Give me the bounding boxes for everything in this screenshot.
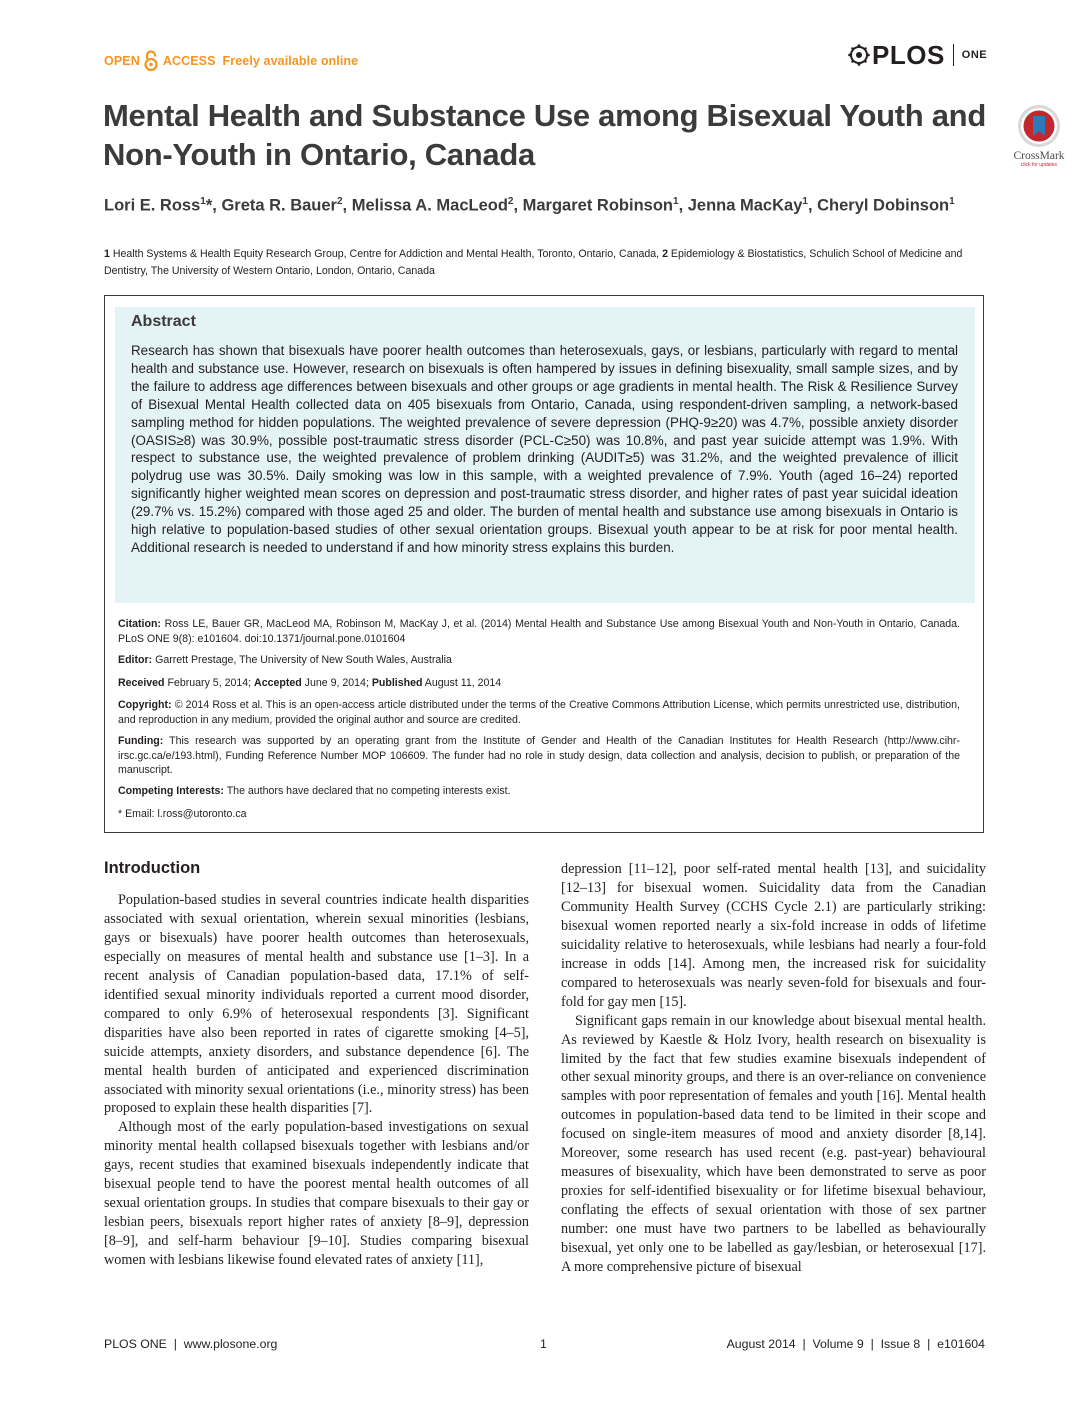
crossmark-icon [1017,104,1061,148]
article-title: Mental Health and Substance Use among Bisexual Youth and Non-Youth in Ontario, Canada [103,98,986,172]
intro-paragraph-1: Population-based studies in several countries indicate health disparities associated with sexual orientation, wherein sexual minorities (lesbians, gays or bisexuals) have poorer health outcomes than heterosexuals, especially on measures of mental health and substance use [1–3]. In a recent analysis of Canadian population-based data, 17.1% of self-identified sexual minority individuals reported a current mood disorder, compared to only 6.9% of heterosexual respondents [3]. Significant disparities have also been reported in rates of cigarette smoking [4–5], suicide attempts, anxiety disorders, and substance dependence [6]. The mental health burden of anticipated and experienced discrimination associated with minority sexual orientations (i.e., minority stress) has been proposed to explain these health disparities [7]. [104,892,529,1117]
open-lock-icon [143,50,159,72]
copyright [118,698,960,727]
affiliation-2-number: 2 [662,248,668,260]
dates [118,676,960,691]
author-name: Melissa A. MacLeod [351,196,508,215]
author-affiliation-sup: 1 [802,196,808,207]
access-label: ACCESS [162,54,216,68]
footer-issue: August 2014 | Volume 9 | Issue 8 | e101604 [726,1337,985,1351]
author-affiliation-sup: 2 [507,196,514,207]
affiliation-1: Health Systems & Health Equity Research Group, Centre for Addiction and Mental Health, Toronto, Ontario, Canada, [109,248,663,260]
freely-available-label: Freely available online [222,54,359,68]
intro-paragraph-2: Although most of the early population-based investigations on sexual minority mental health collapsed bisexuals together with lesbians and/or gays, recent studies that examined bisexuals independently indicate that bisexual people tend to have the poorest mental health outcomes of all sexual orientation groups. In studies that compare bisexuals to their gay or lesbian peers, bisexuals report higher rates of anxiety [8–9], depression [8–9], and self-harm behaviour [9–10]. Studies comparing bisexual women with lesbians likewise found elevated rates of anxiety [11], [104,1119,529,1269]
received-date: February 5, 2014; [164,677,255,689]
copyright-label: Copyright: [118,699,172,711]
affiliation-2: Epidemiology & Biostatistics, Schulich School of Medicine and Dentistry, The University of Western Ontario, London, Ontario, Canada [104,248,963,277]
editor-text: Garrett Prestage, The University of New South Wales, Australia [152,654,452,666]
citation [118,617,960,646]
competing-interests [118,784,960,799]
author-name: Lori E. Ross [104,196,201,215]
abstract-heading: Abstract [131,313,196,330]
abstract-text: Research has shown that bisexuals have poorer health outcomes than heterosexuals, gays, or lesbians, particularly with regard to mental health and substance use. However, research on bisexuals is often hampered by issues in defining bisexuality, small sample sizes, and by the failure to address age differences between bisexuals and other groups or age gradients in mental health. The Risk & Resilience Survey of Bisexual Mental Health collected data on 405 bisexuals from Ontario, Canada, using respondent-driven sampling, a network-based sampling method for hidden populations. The weighted prevalence of severe depression (PHQ-9≥20) was 4.7%, possible anxiety disorder (OASIS≥8) was 30.9%, possible post-traumatic stress disorder (PCL-C≥50) was 10.8%, and past year suicide attempt was 1.9%. With respect to substance use, the weighted prevalence of problem drinking (AUDIT≥5) was 31.2%, and the weighted prevalence of illicit polydrug use was 30.5%. Daily smoking was low in this sample, with a weighted prevalence of 7.9%. Youth (aged 16–24) reported significantly higher weighted mean scores on depression and post-traumatic stress disorder, and higher rates of past year suicidal ideation (29.7% vs. 15.2%) compared with those aged 25 and older. The burden of mental health and substance use among bisexuals in Ontario is high relative to population-based studies of other sexual orientation groups. Bisexual youth appear to be at risk for poor mental health. Additional research is needed to understand if and how minority stress explains this burden. [131,343,958,555]
open-access-banner [104,48,358,74]
right-column [561,860,986,1277]
left-column [104,891,529,1270]
author-name: Margaret Robinson [522,196,673,215]
introduction-heading: Introduction [104,859,201,877]
intro-paragraph-3: Significant gaps remain in our knowledge about bisexual mental health. As reviewed by Kaestle & Holz Ivory, health research on bisexuality is limited by the fact that few studies examine bisexuals independent of other sexual minority groups, and there is an over-reliance on convenience samples with poor representation of females and youth [16]. Mental health outcomes in population-based data tend to be limited in their scope and focused on single-item measures of mood and anxiety disorder [8,14]. Moreover, some research has used recent (e.g. past-year) behavioural measures of bisexuality, which have been demonstrated to serve as poor proxies for self-identified bisexuality or for lifetime bisexual behaviour, conflating the effects of sexual orientation with those of sex partner number: one must have two partners to be labelled as behaviourally bisexual, yet only one to be labelled as gay/lesbian, or heterosexual [17]. A more comprehensive picture of bisexual [561,1012,986,1276]
author-name: Jenna MacKay [687,196,803,215]
author-list: Lori E. Ross$^1$*, Greta R. Bauer$^2$, Melissa A. MacLeod$^2$, Margaret Robinson$^1$, Jenna MacKay$^1$, Cheryl Dobinson$^1$ [104,196,955,215]
received-label: Received [118,677,165,689]
crossmark-label: CrossMark [1013,150,1065,162]
accepted-date: June 9, 2014; [301,677,372,689]
citation-text: Ross LE, Bauer GR, MacLeod MA, Robinson M, MacKay J, et al. (2014) Mental Health and Substance Use among Bisexual Youth and Non-Youth in Ontario, Canada. PLoS ONE 9(8): e101604. doi:10.1371/journal.pone.0101604 [118,618,960,645]
funding [118,734,960,778]
intro-paragraph-2-continued: depression [11–12], poor self-rated mental health [13], and suicidality [12–13] for bisexual women. Suicidality data from the Canadian Community Health Survey (CCHS Cycle 2.1) are particularly striking: bisexual women reported nearly a six-fold increase in odds of lifetime suicidality relative to heterosexuals, while lesbians had nearly a four-fold increase in odds [14]. Among men, the increased risk for suicidality compared to heterosexuals was nearly seven-fold for bisexuals and four-fold for gay men [15]. [561,861,986,1010]
open-label: OPEN [104,54,140,68]
logo-divider [953,44,954,66]
corresponding-email[interactable]: * Email: l.ross@utoronto.ca [118,808,247,820]
author-name: Cheryl Dobinson [817,196,950,215]
corresponding-author-mark: * [205,196,213,215]
affiliations [104,246,988,279]
footer-journal: PLOS ONE | www.plosone.org [104,1337,278,1351]
competing-text: The authors have declared that no competing interests exist. [223,785,511,797]
editor [118,653,960,668]
competing-label: Competing Interests: [118,785,224,797]
published-label: Published [371,677,423,689]
author-name: Greta R. Bauer [221,196,337,215]
published-date: August 11, 2014 [422,677,502,689]
funding-label: Funding: [118,735,164,747]
author-affiliation-sup: 1 [673,196,679,207]
accepted-label: Accepted [254,677,302,689]
crossmark-badge[interactable] [1003,104,1075,170]
plos-logo-icon [848,44,870,66]
author-affiliation-sup: 1 [200,196,206,207]
citation-label: Citation: [118,618,161,630]
author-affiliation-sup: 2 [336,196,343,207]
editor-label: Editor: [118,654,153,666]
funding-text: This research was supported by an operating grant from the Institute of Gender and Health of the Canadian Institutes for Health Research (http://www.cihr-irsc.gc.ca/e/193.html), Funding Reference Number MOP 106609. The funder had no role in study design, data collection and analysis, decision to publish, or preparation of the manuscript. [118,735,960,776]
author-affiliation-sup: 1 [949,196,955,207]
page-footer [104,1337,985,1357]
affiliation-1-number: 1 [104,248,110,260]
crossmark-sublabel: click for updates [1020,162,1058,168]
plos-wordmark: PLOS [872,39,945,70]
page-number: 1 [540,1337,547,1351]
copyright-text: © 2014 Ross et al. This is an open-access article distributed under the terms of the Creative Commons Attribution License, which permits unrestricted use, distribution, and reproduction in any medium, provided the original author and source are credited. [118,699,960,726]
plos-one-logo[interactable] [848,40,987,70]
one-wordmark: ONE [961,49,988,61]
